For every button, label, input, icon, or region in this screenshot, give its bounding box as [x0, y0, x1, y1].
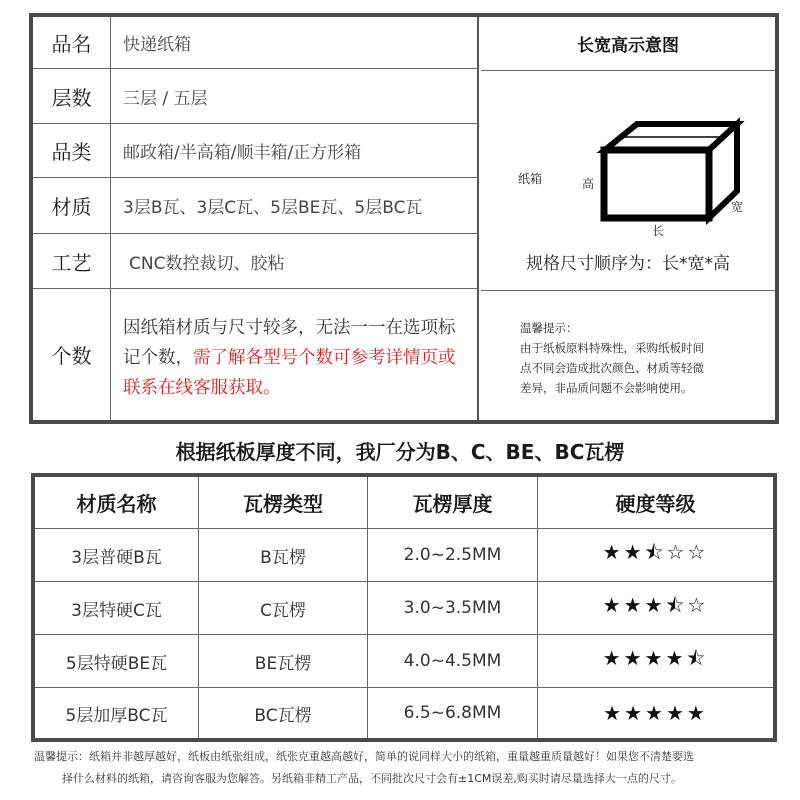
- hardness-rating: [538, 582, 773, 634]
- diagram-area: [481, 71, 775, 291]
- tip-text: [520, 318, 704, 398]
- material-name: 5层加厚BC瓦: [35, 688, 199, 738]
- spec-value: 3层B瓦、3层C瓦、5层BE瓦、5层BC瓦: [123, 198, 423, 218]
- spec-box: [29, 13, 779, 424]
- size-order-text: 规格尺寸顺序为：长*宽*高: [526, 254, 730, 274]
- hardness-rating: [538, 688, 773, 738]
- height-label: 高: [582, 177, 595, 191]
- flute-type: BE瓦楞: [199, 635, 368, 687]
- tip-line: 点不同会造成批次颜色、材质等轻微: [520, 361, 704, 375]
- flute-thickness: 3.0~3.5MM: [368, 582, 538, 634]
- flute-type: BC瓦楞: [199, 688, 368, 738]
- spec-value: 三层 / 五层: [123, 88, 208, 109]
- table-row: [35, 688, 773, 738]
- column-header: 硬度等级: [615, 492, 696, 516]
- grade-table: [31, 473, 777, 742]
- hardness-rating: [538, 529, 773, 581]
- spec-label: 品名: [33, 17, 111, 68]
- tip-title: 温馨提示：: [520, 321, 578, 335]
- tip-area: [481, 291, 775, 420]
- star-rating-icon: ★★★★★: [603, 701, 708, 725]
- spec-row-layers: [33, 69, 479, 124]
- spec-value: [123, 289, 471, 420]
- footnote-line: 温馨提示：纸箱并非越厚越好，纸板由纸张组成，纸张克重越高越好，简单的说同样大小的纸箱，重量越重质量越好！如果您不清楚要选: [34, 750, 694, 763]
- spec-row-craft: [33, 234, 479, 289]
- star-rating-icon: ★★★★⯪: [602, 646, 709, 670]
- diagram-title: 长宽高示意图: [481, 17, 775, 71]
- table-header-row: [35, 477, 773, 529]
- column-header: 瓦楞类型: [199, 477, 368, 528]
- tip-line: 由于纸板原料特殊性，采购纸板时间: [520, 341, 704, 355]
- column-header: 瓦楞厚度: [368, 477, 538, 528]
- table-row: [35, 635, 773, 688]
- footnote: [34, 746, 780, 790]
- star-rating-icon: ★★★⯪☆: [602, 593, 709, 617]
- spec-label: 品类: [33, 124, 111, 177]
- footnote-line: 择什么材料的纸箱，请咨询客服为您解答。另纸箱非精工产品，不同批次尺寸会有±1CM误差,购买时请尽量选择大一点的尺寸。: [62, 772, 682, 785]
- table-row: [35, 582, 773, 635]
- spec-label: 材质: [33, 178, 111, 233]
- spec-row-category: [33, 124, 479, 178]
- flute-thickness: 2.0~2.5MM: [368, 529, 538, 581]
- length-label: 长: [652, 224, 665, 238]
- table-row: [35, 529, 773, 582]
- flute-type: B瓦楞: [199, 529, 368, 581]
- spec-table: [33, 17, 479, 420]
- flute-thickness: 4.0~4.5MM: [368, 635, 538, 687]
- section-subtitle: 根据纸板厚度不同，我厂分为B、C、BE、BC瓦楞: [175, 440, 625, 464]
- material-name: 3层特硬C瓦: [35, 582, 199, 634]
- spec-value: 快递纸箱: [123, 35, 191, 55]
- quantity-note-highlight: 需了解各型号个数可参考详情页或联系在线客服获取。: [123, 348, 456, 398]
- spec-label: 个数: [33, 289, 111, 420]
- spec-label: 层数: [33, 69, 111, 123]
- spec-row-name: [33, 17, 479, 69]
- flute-type: C瓦楞: [199, 582, 368, 634]
- spec-row-quantity: [33, 289, 479, 420]
- spec-row-material: [33, 178, 479, 234]
- box-label: 纸箱: [518, 172, 543, 186]
- quantity-note: 因纸箱材质与尺寸较多，无法一一在选项标记个数，: [123, 318, 456, 368]
- flute-thickness: 6.5~6.8MM: [368, 688, 538, 738]
- material-name: 3层普硬B瓦: [35, 529, 199, 581]
- width-label: 宽: [731, 200, 744, 214]
- spec-value: 邮政箱/半高箱/顺丰箱/正方形箱: [123, 143, 362, 163]
- material-name: 5层特硬BE瓦: [35, 635, 199, 687]
- hardness-rating: [538, 635, 773, 687]
- spec-label: 工艺: [33, 234, 111, 288]
- tip-line: 差异，非品质问题不会影响使用。: [520, 381, 693, 395]
- column-header: 材质名称: [35, 477, 199, 528]
- dimension-diagram-panel: [481, 17, 775, 420]
- spec-value: CNC数控裁切、胶粘: [129, 253, 285, 274]
- star-rating-icon: ★★⯪☆☆: [602, 540, 709, 564]
